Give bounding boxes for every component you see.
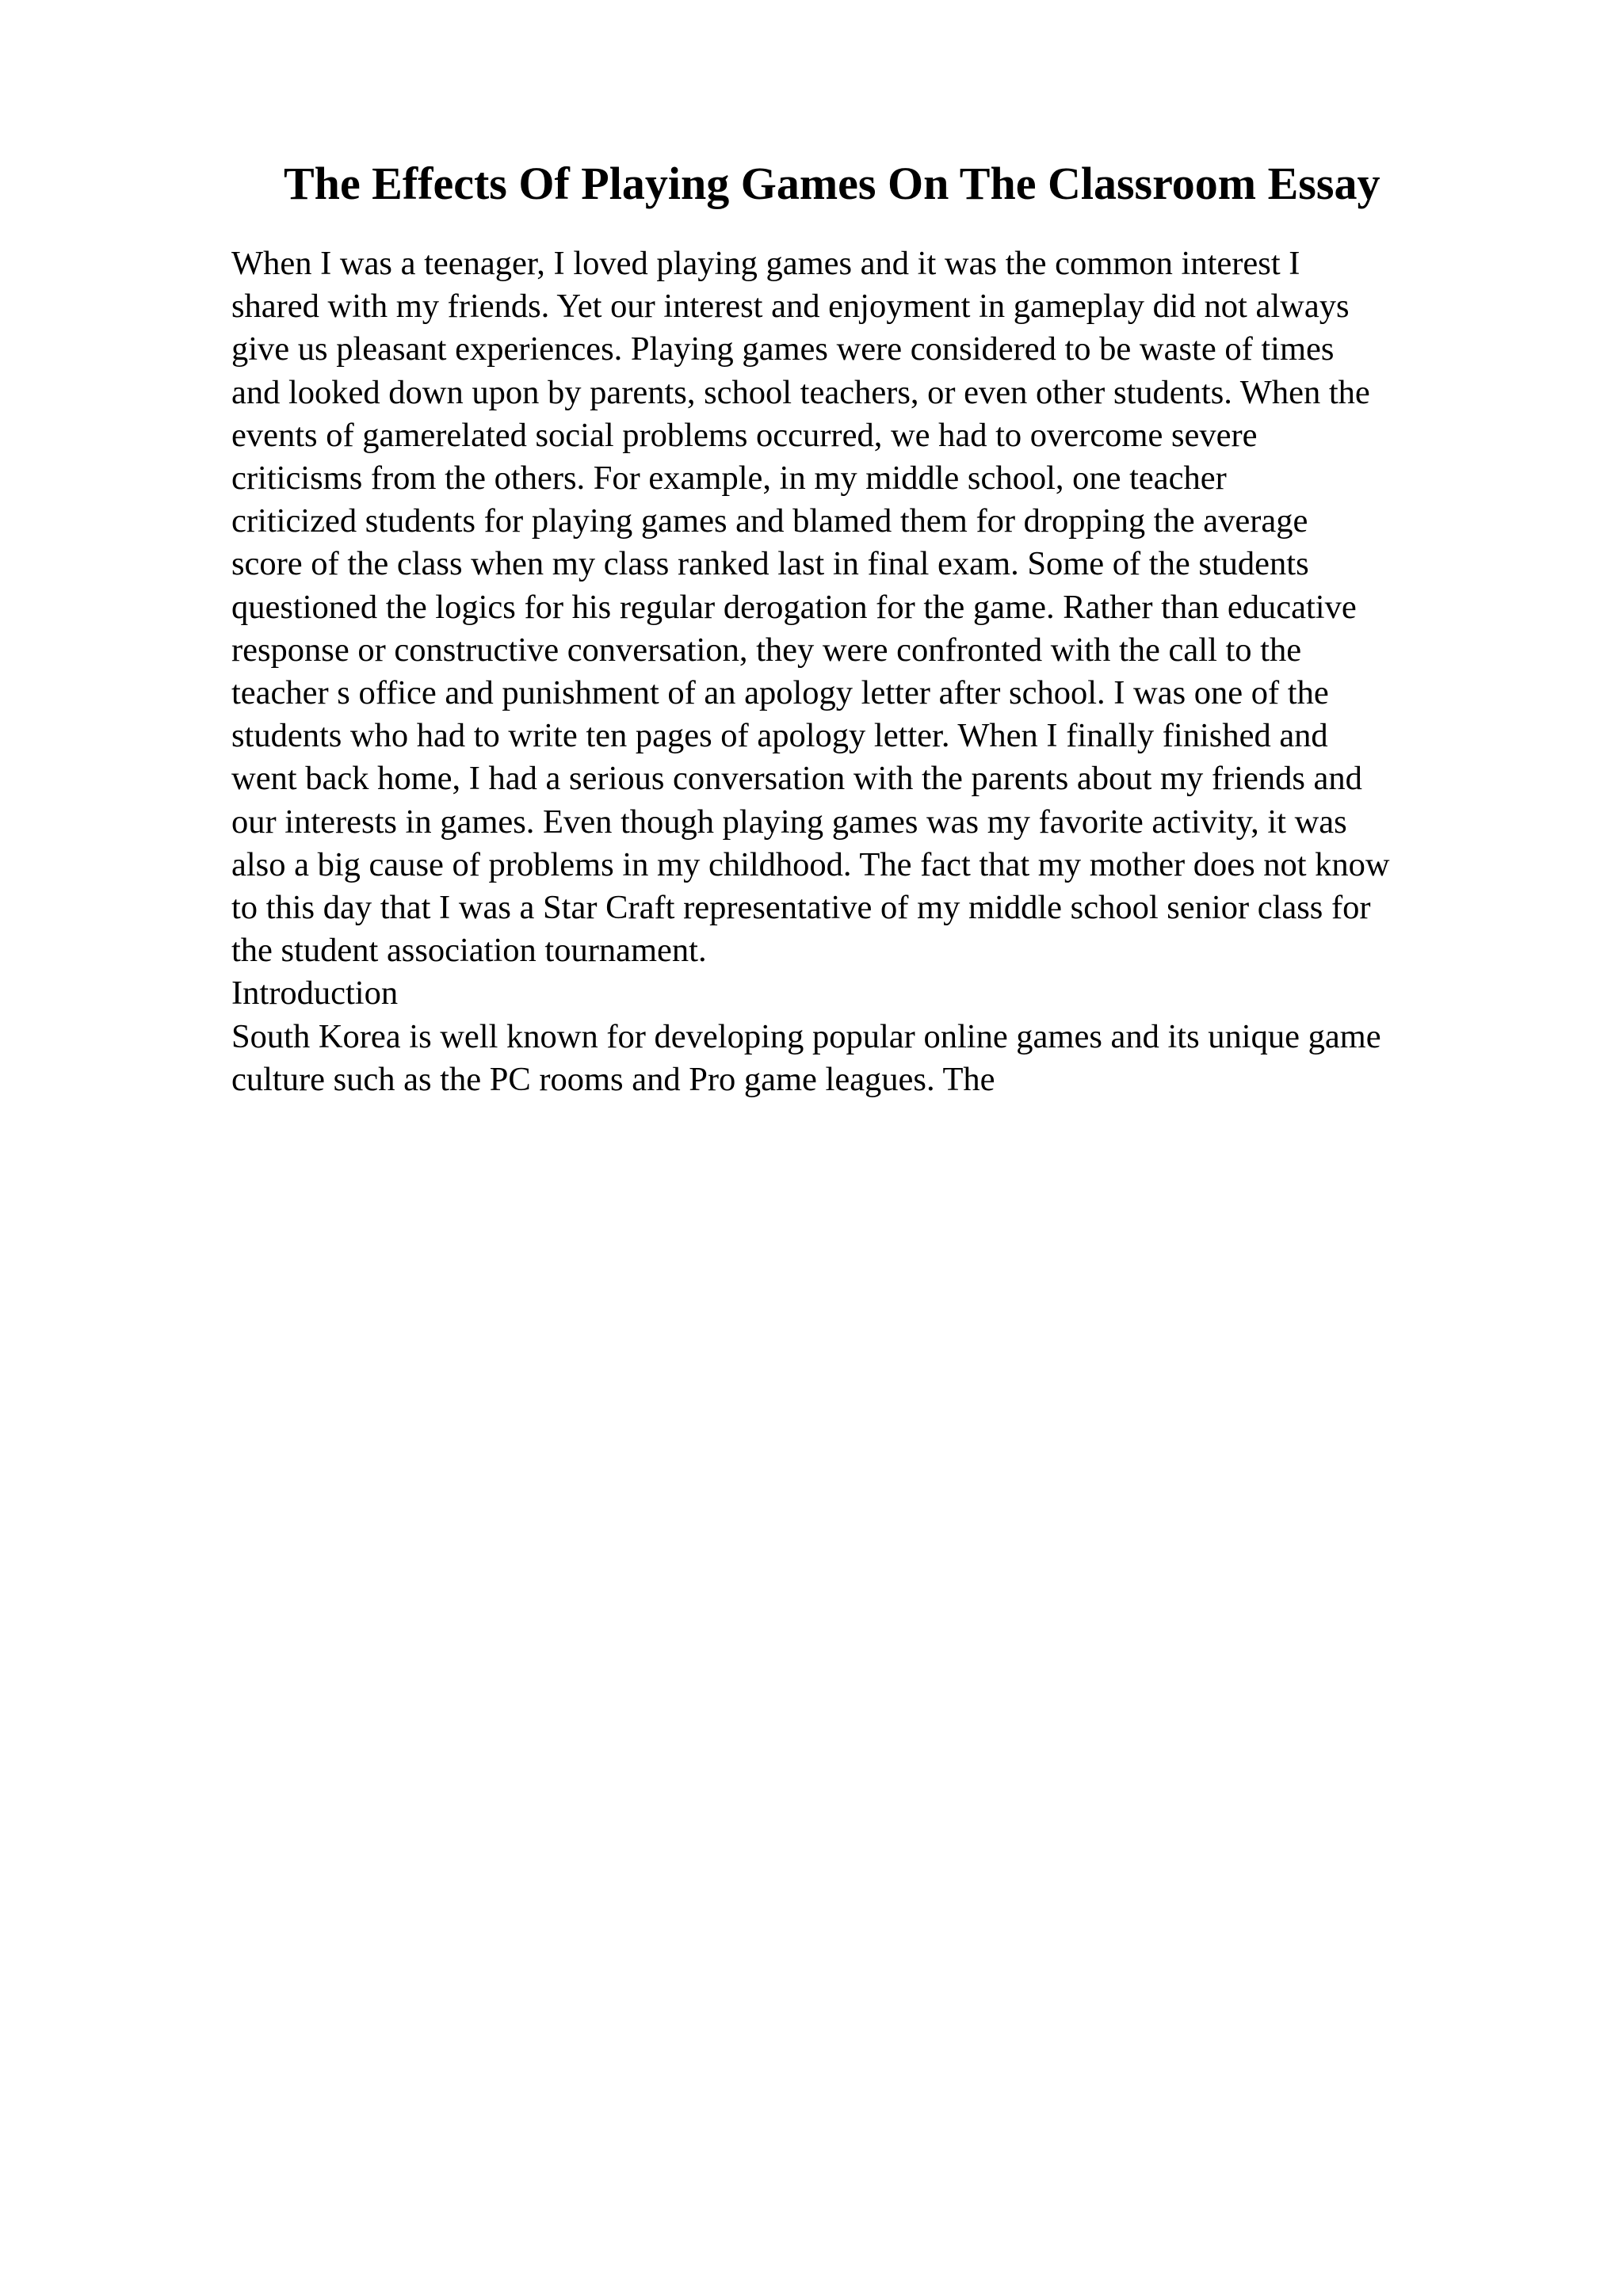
body-line: the student association tournament. xyxy=(231,932,707,970)
body-line: response or constructive conversation, they were confronted with the call to the xyxy=(231,631,1302,669)
body-line: South Korea is well known for developing popular online games and its unique game xyxy=(231,1017,1381,1055)
body-line: questioned the logics for his regular derogation for the game. Rather than educative xyxy=(231,588,1357,626)
document-body xyxy=(231,242,1563,1101)
section-heading-introduction: Introduction xyxy=(231,974,399,1013)
body-line: shared with my friends. Yet our interest and enjoyment in gameplay did not always xyxy=(231,288,1350,326)
body-line: score of the class when my class ranked last in final exam. Some of the students xyxy=(231,545,1309,583)
body-line: and looked down upon by parents, school teachers, or even other students. When the xyxy=(231,373,1370,411)
body-line: students who had to write ten pages of apology letter. When I finally finished and xyxy=(231,717,1328,755)
body-line: teacher s office and punishment of an apology letter after school. I was one of the xyxy=(231,674,1329,712)
body-line: criticisms from the others. For example, in my middle school, one teacher xyxy=(231,460,1227,498)
body-line: give us pleasant experiences. Playing games were considered to be waste of times xyxy=(231,330,1335,368)
body-line: culture such as the PC rooms and Pro game leagues. The xyxy=(231,1060,995,1098)
body-line: also a big cause of problems in my childhood. The fact that my mother does not know xyxy=(231,845,1390,883)
body-line: to this day that I was a Star Craft representative of my middle school senior class for xyxy=(231,889,1371,927)
body-line: events of gamerelated social problems occurred, we had to overcome severe xyxy=(231,416,1258,454)
body-line: our interests in games. Even though playing games was my favorite activity, it was xyxy=(231,803,1347,841)
document-title: The Effects Of Playing Games On The Classroom Essay xyxy=(284,158,1381,209)
body-line: went back home, I had a serious conversation with the parents about my friends and xyxy=(231,760,1362,798)
body-line: criticized students for playing games and blamed them for dropping the average xyxy=(231,502,1308,540)
body-line: When I was a teenager, I loved playing games and it was the common interest I xyxy=(231,245,1300,282)
